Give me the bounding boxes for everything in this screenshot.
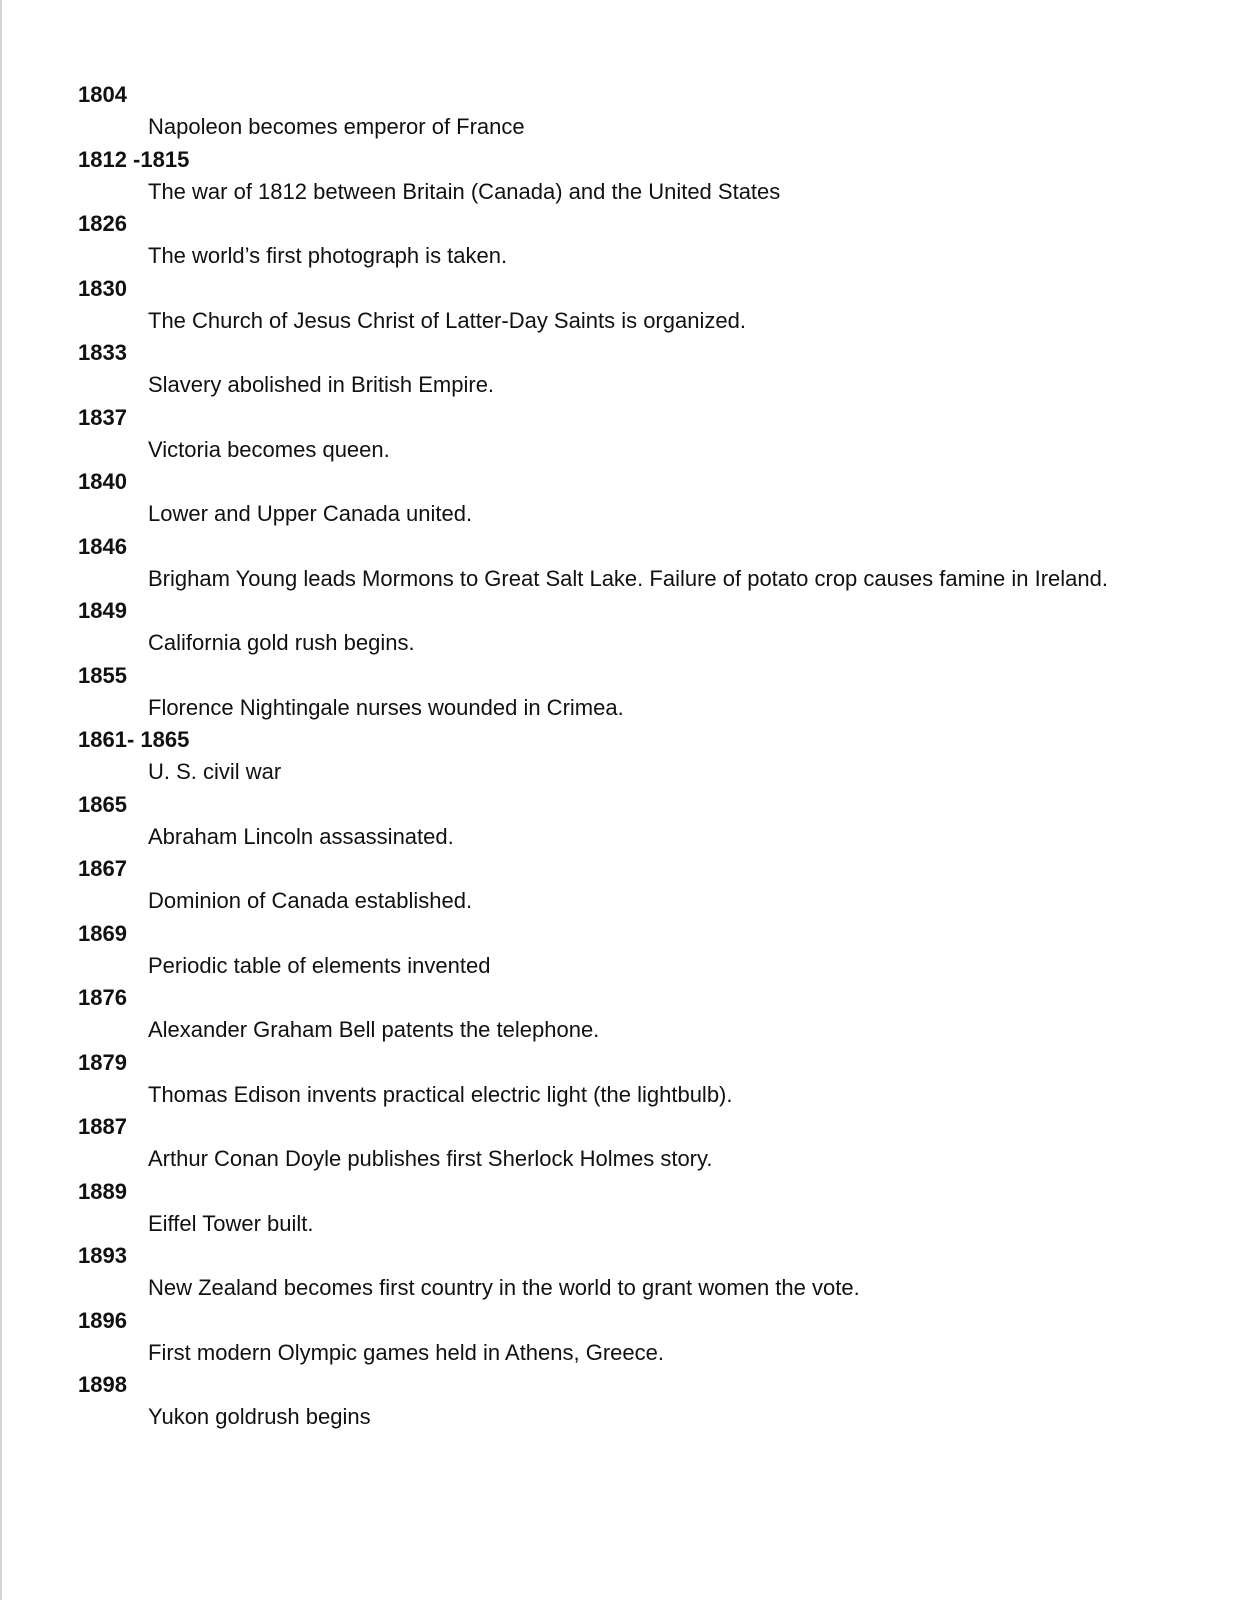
entry-year: 1865	[78, 791, 127, 817]
timeline-entry	[78, 595, 1178, 660]
entry-year: 1896	[78, 1307, 127, 1333]
timeline-entry	[78, 1240, 1178, 1305]
timeline-entry	[78, 466, 1178, 531]
entry-event: Eiffel Tower built.	[148, 1210, 314, 1236]
entry-year: 1876	[78, 985, 127, 1010]
timeline-entry	[78, 337, 1178, 402]
entry-event: Abraham Lincoln assassinated.	[148, 823, 454, 849]
entry-event: The world’s first photograph is taken.	[148, 243, 508, 268]
timeline-entry	[78, 1369, 1178, 1434]
entry-event: Alexander Graham Bell patents the telephone.	[148, 1017, 600, 1042]
timeline-entry	[78, 660, 1178, 725]
entry-event: Arthur Conan Doyle publishes first Sherlock Holmes story.	[148, 1146, 713, 1171]
entry-year: 1826	[78, 211, 127, 236]
entry-year: 1855	[78, 662, 127, 688]
entry-year: 1898	[78, 1372, 127, 1397]
timeline-entry	[78, 1047, 1178, 1112]
timeline-entry	[78, 724, 1178, 789]
timeline-entry	[78, 789, 1178, 854]
entry-year: 1869	[78, 920, 127, 946]
entry-event: California gold rush begins.	[148, 630, 415, 655]
entry-event: Florence Nightingale nurses wounded in Crimea.	[148, 694, 624, 720]
page-edge-divider	[0, 0, 2, 1600]
entry-event: Napoleon becomes emperor of France	[148, 114, 525, 139]
entry-event: First modern Olympic games held in Athens, Greece.	[148, 1339, 664, 1365]
timeline-entry	[78, 918, 1178, 983]
entry-year: 1861- 1865	[78, 727, 190, 752]
entry-event: The war of 1812 between Britain (Canada) and the United States	[148, 178, 781, 204]
timeline-entry	[78, 208, 1178, 273]
entry-event: Periodic table of elements invented	[148, 952, 491, 978]
timeline-entry	[78, 982, 1178, 1047]
entry-event: Slavery abolished in British Empire.	[148, 372, 495, 397]
entry-year: 1804	[78, 82, 127, 107]
timeline-entry	[78, 402, 1178, 467]
timeline-list	[78, 79, 1178, 1434]
entry-event: The Church of Jesus Christ of Latter-Day Saints is organized.	[148, 307, 746, 333]
entry-year: 1893	[78, 1243, 127, 1268]
entry-event: Thomas Edison invents practical electric light (the lightbulb).	[148, 1081, 733, 1107]
timeline-entry	[78, 1111, 1178, 1176]
timeline-entry	[78, 144, 1178, 209]
entry-year: 1846	[78, 533, 127, 559]
timeline-entry	[78, 79, 1178, 144]
entry-year: 1812 -1815	[78, 146, 190, 172]
entry-event: New Zealand becomes first country in the world to grant women the vote.	[148, 1275, 860, 1300]
entry-event: Victoria becomes queen.	[148, 436, 390, 462]
timeline-entry	[78, 1305, 1178, 1370]
entry-year: 1889	[78, 1178, 127, 1204]
entry-event: Lower and Upper Canada united.	[148, 501, 473, 526]
entry-year: 1849	[78, 598, 127, 623]
entry-event: Yukon goldrush begins	[148, 1404, 371, 1429]
entry-event: U. S. civil war	[148, 759, 282, 784]
entry-year: 1867	[78, 856, 127, 881]
timeline-entry	[78, 273, 1178, 338]
timeline-entry	[78, 531, 1178, 596]
timeline-entry	[78, 1176, 1178, 1241]
entry-year: 1830	[78, 275, 127, 301]
entry-year: 1887	[78, 1114, 127, 1139]
entry-year: 1879	[78, 1049, 127, 1075]
entry-event: Dominion of Canada established.	[148, 888, 473, 913]
entry-year: 1840	[78, 469, 127, 494]
entry-year: 1833	[78, 340, 127, 365]
timeline-entry	[78, 853, 1178, 918]
entry-year: 1837	[78, 404, 127, 430]
entry-event: Brigham Young leads Mormons to Great Salt Lake. Failure of potato crop causes famine in Ireland.	[148, 565, 1108, 591]
